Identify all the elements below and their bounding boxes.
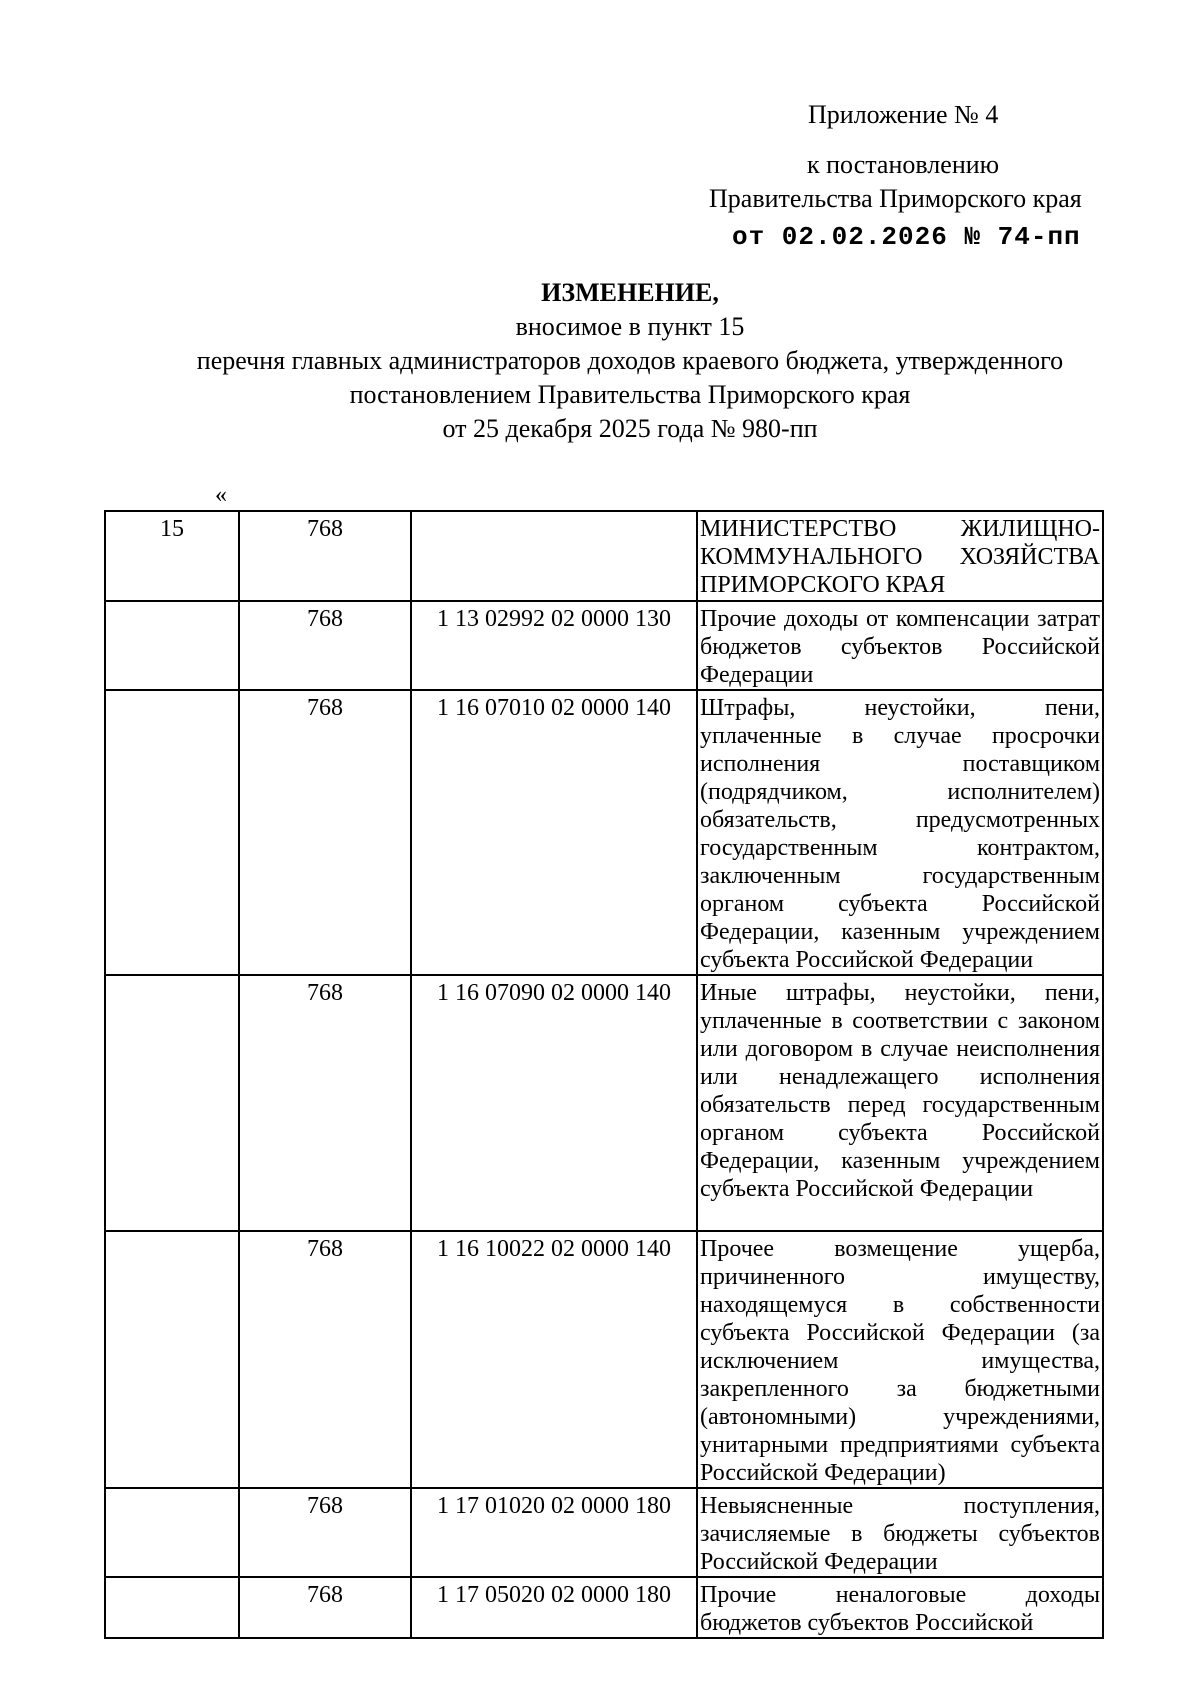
- heading-line-5: от 25 декабря 2025 года № 980-пп: [442, 414, 818, 443]
- revenue-name: Штрафы, неустойки, пени, уплаченные в случае просрочки исполнения поставщиком (подрядчиком, исполнителем) обязательств, предусмотренных государственным контрактом, заключенным государственным органом субъекта Российской Федерации, казенным учреждением субъекта Российской Федерации: [697, 690, 1103, 975]
- revenue-name: Прочие неналоговые доходы бюджетов субъектов Российской: [697, 1577, 1103, 1638]
- admin-code: 768: [239, 1577, 411, 1638]
- revenue-administrators-table: [104, 510, 1104, 1639]
- row-number: [105, 1231, 239, 1488]
- table-row: [105, 1231, 1103, 1488]
- table-row: [105, 1577, 1103, 1638]
- appendix-to-line: к постановлению: [807, 150, 1000, 179]
- revenue-name: Прочее возмещение ущерба, причиненного имуществу, находящемуся в собственности субъекта Российской Федерации (за исключением имущества, закрепленного за бюджетными (автономными) учреждениями, унитарными предприятиями субъекта Российской Федерации): [697, 1231, 1103, 1488]
- row-number: 15: [105, 511, 239, 601]
- revenue-code: 1 16 07010 02 0000 140: [411, 690, 697, 975]
- row-number: [105, 601, 239, 690]
- revenue-name: Иные штрафы, неустойки, пени, уплаченные в соответствии с законом или договором в случае неисполнения или ненадлежащего исполнения обязательств перед государственным органом субъекта Российской Федерации, казенным учреждением субъекта Российской Федерации: [697, 975, 1103, 1231]
- table-row: [105, 511, 1103, 601]
- admin-code: 768: [239, 1231, 411, 1488]
- heading-line-2: вносимое в пункт 15: [515, 312, 745, 341]
- table-row: [105, 975, 1103, 1231]
- row-number: [105, 1577, 239, 1638]
- row-number: [105, 1488, 239, 1577]
- row-number: [105, 975, 239, 1231]
- table-row: [105, 1488, 1103, 1577]
- admin-code: 768: [239, 975, 411, 1231]
- revenue-code: [411, 511, 697, 601]
- document-heading: [0, 276, 1200, 446]
- revenue-code: 1 17 01020 02 0000 180: [411, 1488, 697, 1577]
- revenue-name: Прочие доходы от компенсации затрат бюджетов субъектов Российской Федерации: [697, 601, 1103, 690]
- admin-code: 768: [239, 1488, 411, 1577]
- appendix-government: Правительства Приморского края: [709, 184, 1082, 213]
- appendix-title: Приложение № 4: [808, 100, 999, 129]
- revenue-name: МИНИСТЕРСТВО ЖИЛИЩНО-КОММУНАЛЬНОГО ХОЗЯЙСТВА ПРИМОРСКОГО КРАЯ: [697, 511, 1103, 601]
- admin-code: 768: [239, 690, 411, 975]
- revenue-code: 1 16 07090 02 0000 140: [411, 975, 697, 1231]
- revenue-code: 1 17 05020 02 0000 180: [411, 1577, 697, 1638]
- table-row: [105, 690, 1103, 975]
- appendix-date-number: от 02.02.2026 № 74-пп: [732, 222, 1081, 252]
- revenue-name: Невыясненные поступления, зачисляемые в бюджеты субъектов Российской Федерации: [697, 1488, 1103, 1577]
- heading-title: ИЗМЕНЕНИЕ,: [541, 278, 719, 307]
- opening-quote: «: [215, 482, 227, 508]
- revenue-code: 1 13 02992 02 0000 130: [411, 601, 697, 690]
- admin-code: 768: [239, 601, 411, 690]
- heading-line-3: перечня главных администраторов доходов краевого бюджета, утвержденного: [196, 346, 1064, 375]
- table-row: [105, 601, 1103, 690]
- revenue-code: 1 16 10022 02 0000 140: [411, 1231, 697, 1488]
- heading-line-4: постановлением Правительства Приморского края: [349, 380, 911, 409]
- admin-code: 768: [239, 511, 411, 601]
- row-number: [105, 690, 239, 975]
